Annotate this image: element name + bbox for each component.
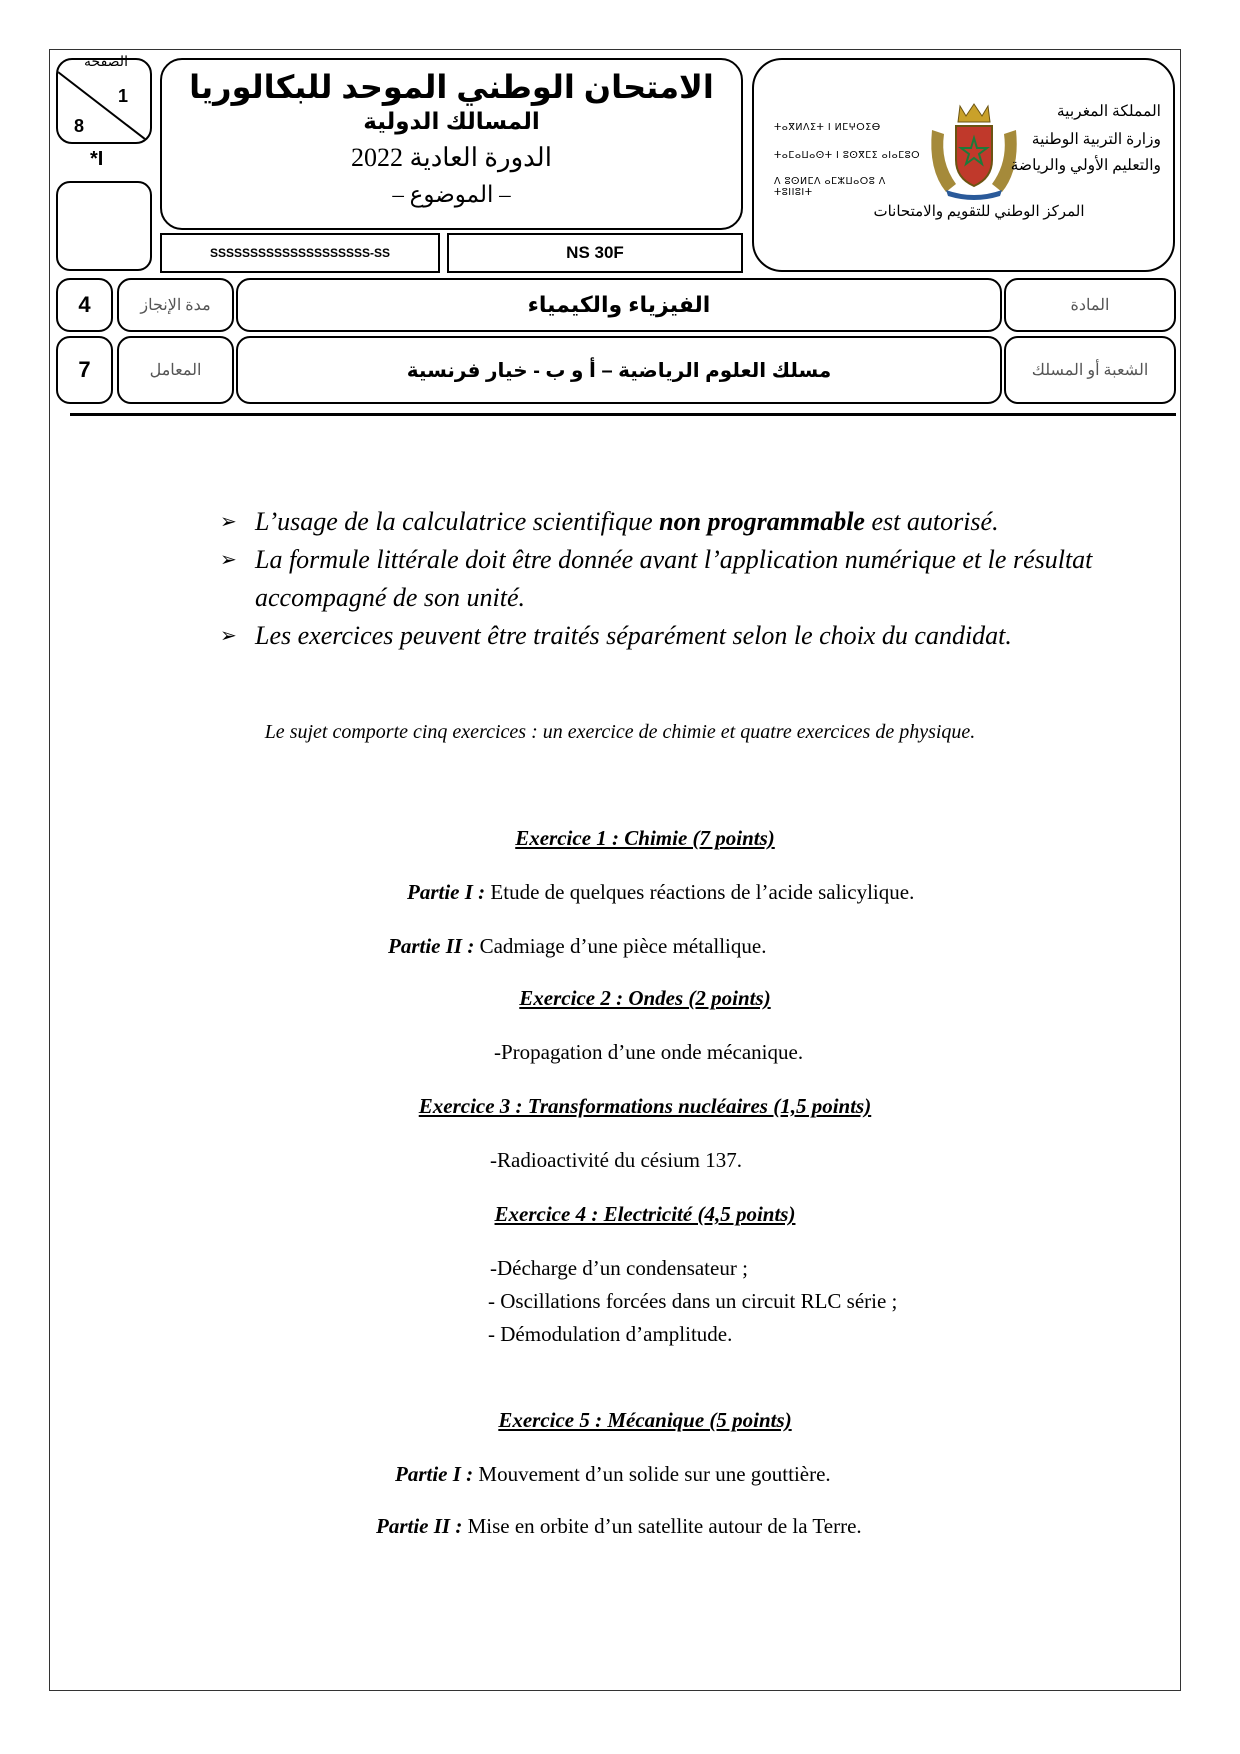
coef-value: 7 [56,336,113,404]
exercise-5-title: Exercice 5 : Mécanique (5 points) [498,1408,792,1432]
bullet-arrow-icon: ➢ [220,625,237,647]
exercise-4-line-2: - Oscillations forcées dans un circuit RLC série ; [488,1289,898,1313]
subject-word: – الموضوع – [392,182,511,207]
code-right-box: NS 30F [447,233,743,273]
subject-name: الفيزياء والكيمياء [236,278,1002,332]
page-current: 1 [118,86,129,106]
exercise-1-title: Exercice 1 : Chimie (7 points) [515,826,775,850]
centre-name: المركز الوطني للتقويم والامتحانات [873,204,1085,220]
duration-value: 4 [56,278,113,332]
ministry-line-1: المملكة المغربية [1056,103,1161,120]
exam-track: المسالك الدولية [363,108,540,134]
exercise-4-line-3: - Démodulation d’amplitude. [488,1322,733,1346]
ministry-line-3: والتعليم الأولي والرياضة [1010,157,1161,174]
instruction-item: ➢ Les exercices peuvent être traités séparément selon le choix du candidat. [220,617,1155,655]
exercise-5-part-2: Partie II : Mise en orbite d’un satellite autour de la Terre. [376,1514,862,1538]
header-separator [70,413,1176,416]
page-label: الصفحة [84,55,128,70]
diagonal-divider [58,60,152,144]
coef-label: المعامل [117,336,234,404]
exam-title-box [160,58,743,230]
subject-note: Le sujet comporte cinq exercices : un exercice de chimie et quatre exercices de physique. [264,721,976,743]
exam-session: الدورة العادية 2022 [351,143,552,172]
exercise-3-line: -Radioactivité du césium 137. [490,1148,742,1172]
ministry-line-2: وزارة التربية الوطنية [1031,131,1161,148]
code-left-box: SSSSSSSSSSSSSSSSSSSS-SS [160,233,440,273]
instruction-item: ➢ La formule littérale doit être donnée avant l’application numérique et le résultat accompagné de son unité. [220,541,1155,617]
exercise-1-part-2: Partie II : Cadmiage d’une pièce métallique. [388,934,767,958]
candidate-empty-box [56,181,152,271]
page-total: 8 [74,116,85,136]
exercise-5-part-1: Partie I : Mouvement d’un solide sur une gouttière. [395,1462,831,1486]
exercise-1-part-1: Partie I : Etude de quelques réactions de l’acide salicylique. [407,880,915,904]
ministry-box [752,58,1175,272]
star-mark: *I [90,148,104,170]
exercise-2-title: Exercice 2 : Ondes (2 points) [519,986,771,1010]
exam-title: الامتحان الوطني الموحد للبكالوريا [189,69,714,105]
bullet-arrow-icon: ➢ [220,511,237,533]
branch-label: الشعبة أو المسلك [1004,336,1176,404]
tifinagh-line-1: ⵜⴰⴳⵍⴷⵉⵜ ⵏ ⵍⵎⵖⵔⵉⴱ [774,122,881,133]
tifinagh-line-2: ⵜⴰⵎⴰⵡⴰⵙⵜ ⵏ ⵓⵙⴳⵎⵉ ⴰⵏⴰⵎⵓⵔ [774,150,921,161]
bullet-arrow-icon: ➢ [220,549,237,571]
tifinagh-line-3: ⴷ ⵓⵙⵍⵎⴷ ⴰⵎⵣⵡⴰⵔⵓ ⴷ ⵜⵓⵏⵏⵓⵏⵜ [774,176,886,198]
exercise-4-line-1: -Décharge d’un condensateur ; [490,1256,748,1280]
exercise-4-title: Exercice 4 : Electricité (4,5 points) [494,1202,796,1226]
instruction-item: ➢ L’usage de la calculatrice scientifique non programmable est autorisé. [220,503,1155,541]
instructions-list [220,503,1155,655]
subject-label: المادة [1004,278,1176,332]
exercise-2-line: -Propagation d’une onde mécanique. [494,1040,804,1064]
exercise-3-title: Exercice 3 : Transformations nucléaires (1,5 points) [418,1094,872,1118]
branch-name: مسلك العلوم الرياضية – أ و ب - خيار فرنسية [236,336,1002,404]
duration-label: مدة الإنجاز [117,278,234,332]
